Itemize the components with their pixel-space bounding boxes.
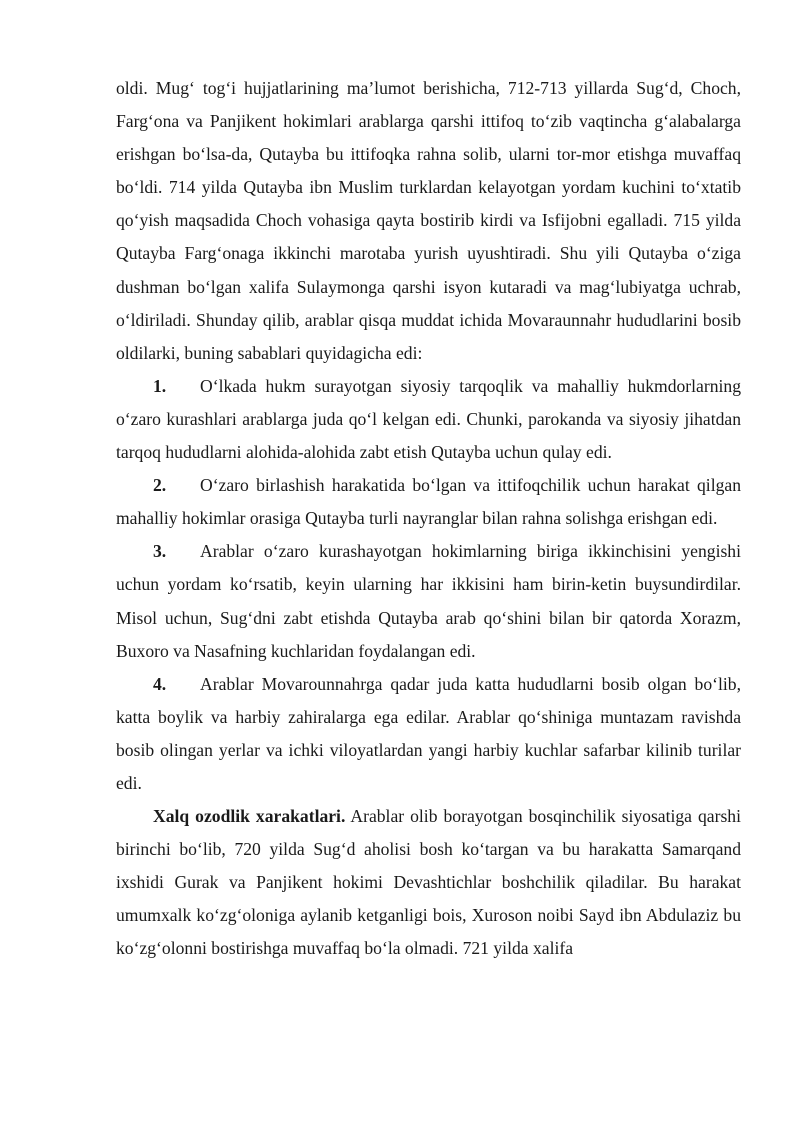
list-item-1: [116, 370, 741, 469]
list-number-1: 1.: [153, 375, 167, 396]
list-text-2: O‘zaro birlashish harakatida bo‘lgan va ittifoqchilik uchun harakat qilgan mahalliy hokimlar orasiga Qutayba turli nayranglar bilan rahna solishga erishgan edi.: [116, 475, 741, 529]
list-item-2: [116, 469, 741, 535]
list-item-4: [116, 668, 741, 800]
list-text-1: O‘lkada hukm surayotgan siyosiy tarqoqlik va mahalliy hukmdorlarning o‘zaro kurashlari arablarga juda qo‘l kelgan edi. Chunki, parokanda va siyosiy jihatdan tarqoq hududlarni alohida-alohida zabt etish Qutayba uchun qulay edi.: [116, 375, 741, 463]
list-item-3: [116, 535, 741, 667]
list-text-3: Arablar o‘zaro kurashayotgan hokimlarning biriga ikkinchisini yengishi uchun yordam ko‘rsatib, keyin ularning har ikkisini ham birin-ketin buysundirdilar. Misol uchun, Sug‘dni zabt etishda Qutayba arab qo‘shini bilan bir qatorda Xorazm, Buxoro va Nasafning kuchlaridan foydalangan edi.: [116, 541, 741, 661]
paragraph-intro: oldi. Mug‘ tog‘i hujjatlarining ma’lumot berishicha, 712-713 yillarda Sug‘d, Choch, Farg‘ona va Panjikent hokimlari arablarga qarshi ittifoq to‘zib vaqtincha g‘alabalarga erishgan bo‘lsa-da, Qutayba bu ittifoqka rahna solib, ularni tor-mor etishga muvaffaq bo‘ldi. 714 yilda Qutayba ibn Muslim turklardan kelayotgan yordam kuchini to‘xtatib qo‘yish maqsadida Choch vohasiga qayta bostirib kirdi va Isfijobni egalladi. 715 yilda Qutayba Farg‘onaga ikkinchi marotaba yurish uyushtiradi. Shu yili Qutayba o‘ziga dushman bo‘lgan xalifa Sulaymonga qarshi isyon kutaradi va mag‘lubiyatga uchrab, o‘ldiriladi. Shunday qilib, arablar qisqa muddat ichida Movaraunnahr hududlarini bosib oldilarki, buning sabablari quyidagicha edi:: [116, 78, 741, 363]
list-number-3: 3.: [153, 541, 167, 562]
list-number-2: 2.: [153, 475, 167, 496]
section-heading: Xalq ozodlik xarakatlari.: [153, 806, 346, 827]
paragraph-uprisings-text: Arablar olib borayotgan bosqinchilik siyosatiga qarshi birinchi bo‘lib, 720 yilda Sug‘d aholisi bosh ko‘targan va bu harakatta Samarqand ixshidi Gurak va Panjikent hokimi Devashtichlar boshchilik qiladilar. Bu harakat umumxalk ko‘zg‘oloniga aylanib ketganligi bois, Xuroson noibi Sayd ibn Abdulaziz bu ko‘zg‘olonni bostirishga muvaffaq bo‘la olmadi. 721 yilda xalifa: [116, 806, 741, 959]
paragraph-uprisings: [116, 800, 741, 965]
list-text-4: Arablar Movarounnahrga qadar juda katta hududlarni bosib olgan bo‘lib, katta boylik va harbiy zahiralarga ega edilar. Arablar qo‘shiniga muntazam ravishda bosib olingan yerlar va ichki viloyatlardan yangi harbiy kuchlar safarbar kilinib turilar edi.: [116, 673, 741, 793]
list-number-4: 4.: [153, 673, 167, 694]
document-body: [116, 72, 741, 966]
